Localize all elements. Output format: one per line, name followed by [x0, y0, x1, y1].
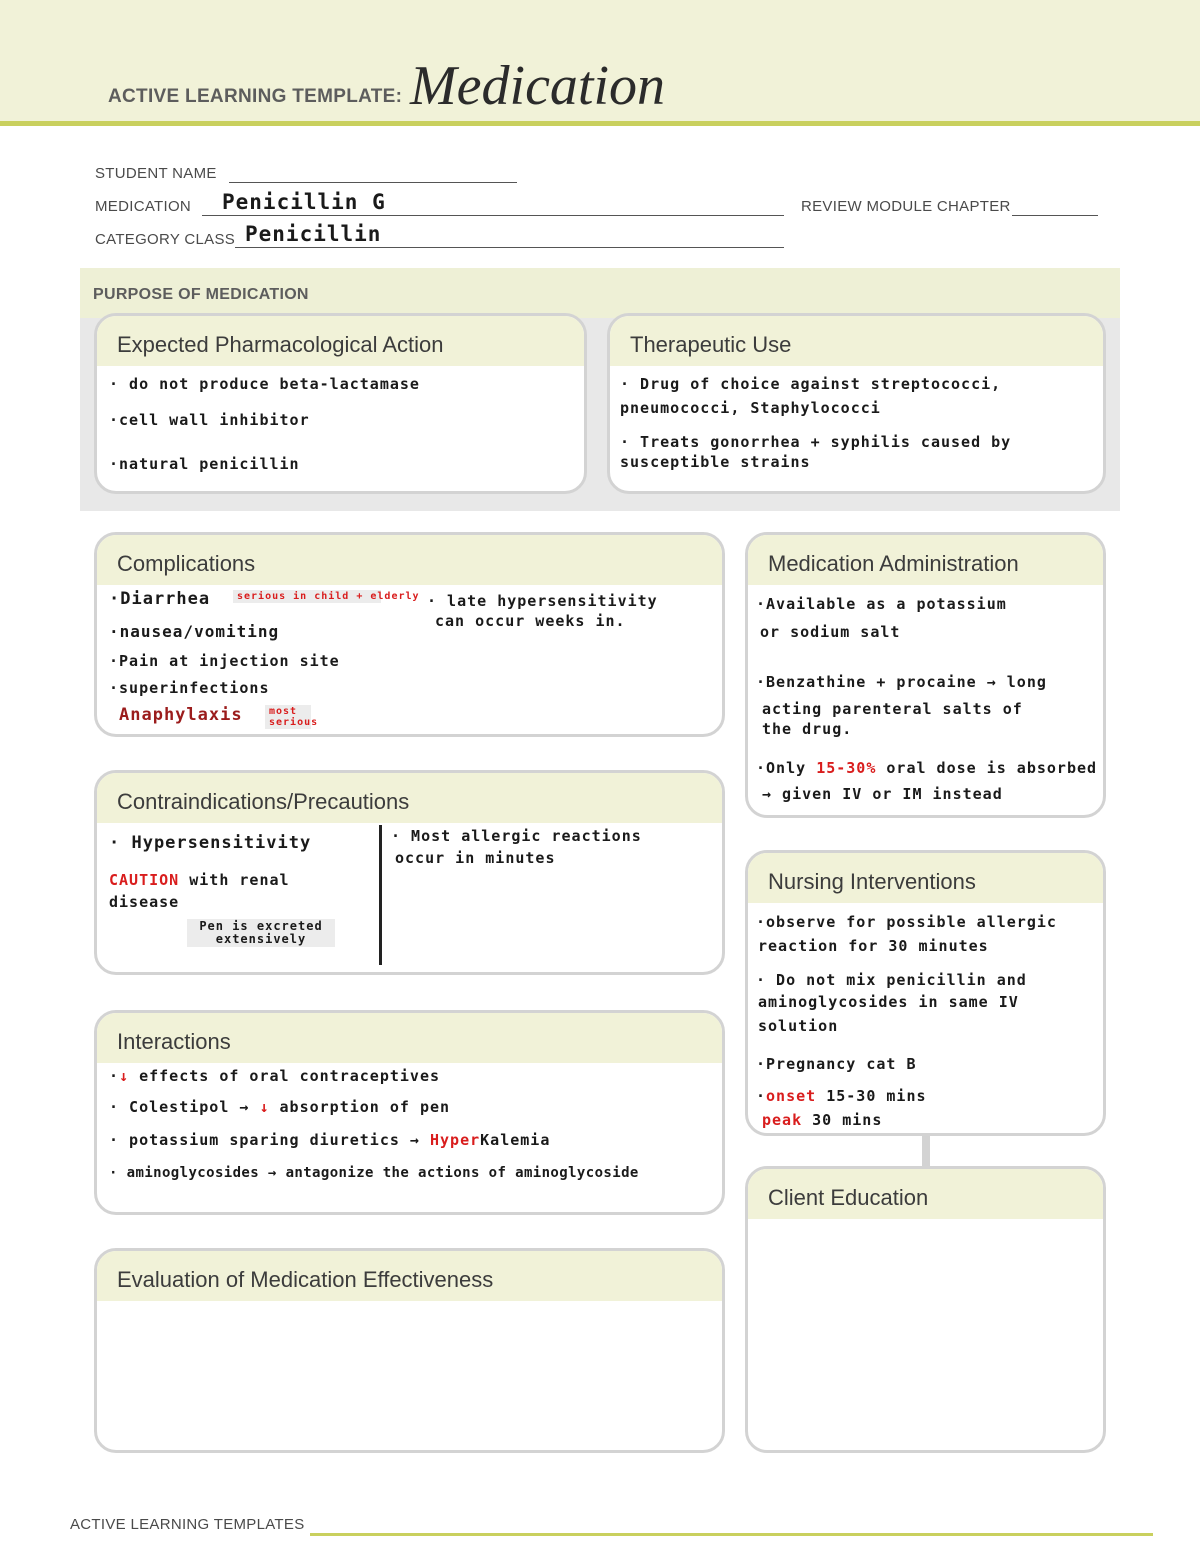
- caution-word: CAUTION: [109, 871, 180, 889]
- administration-text: ·Only: [756, 759, 807, 777]
- category-class-label: CATEGORY CLASS: [95, 231, 236, 248]
- nursing-line: reaction for 30 minutes: [758, 937, 989, 955]
- complication-line: ·Pain at injection site: [109, 652, 340, 670]
- contraindication-line: · Hypersensitivity: [109, 833, 312, 853]
- onset-value: 15-30 mins: [826, 1087, 927, 1105]
- review-module-label: REVIEW MODULE CHAPTER: [801, 198, 1011, 215]
- header-rule: [0, 121, 1200, 126]
- client-education-title: Client Education: [748, 1169, 1103, 1219]
- page-title: Medication: [410, 55, 666, 117]
- client-education-box[interactable]: [745, 1166, 1106, 1453]
- interaction-text: · Colestipol →: [109, 1098, 250, 1116]
- nursing-line: ·observe for possible allergic: [756, 913, 1057, 931]
- nursing-line: aminoglycosides in same IV: [758, 993, 1019, 1011]
- renal-note-line: Pen is excreted: [199, 919, 323, 933]
- contraindication-right-line: · Most allergic reactions: [391, 827, 642, 845]
- administration-line: acting parenteral salts of: [762, 700, 1023, 718]
- category-class-field[interactable]: [235, 247, 784, 248]
- caution-text-cont: disease: [109, 893, 180, 911]
- box-connector: [922, 1134, 930, 1166]
- complication-right-line: can occur weeks in.: [435, 612, 626, 630]
- evaluation-box[interactable]: [94, 1248, 725, 1453]
- therapeutic-use-line: susceptible strains: [620, 453, 811, 471]
- interaction-text: · potassium sparing diuretics →: [109, 1131, 420, 1149]
- onset-line: [756, 1087, 927, 1105]
- expected-action-line: · do not produce beta-lactamase: [109, 375, 420, 393]
- student-name-field[interactable]: [229, 182, 517, 183]
- peak-line: [762, 1111, 882, 1129]
- administration-line: the drug.: [762, 720, 853, 738]
- complication-right-line: · late hypersensitivity: [427, 592, 658, 610]
- complication-line: ·Diarrhea: [109, 589, 211, 609]
- onset-word: onset: [766, 1087, 817, 1105]
- expected-action-line: ·natural penicillin: [109, 455, 300, 473]
- category-class-value: Penicillin: [245, 222, 382, 246]
- hyper-text: Hyper: [430, 1131, 481, 1149]
- footer-label: ACTIVE LEARNING TEMPLATES: [70, 1516, 305, 1533]
- interaction-line: [109, 1067, 440, 1085]
- complications-title: Complications: [97, 535, 722, 585]
- administration-text: oral dose is absorbed: [886, 759, 1098, 777]
- nursing-line: · Do not mix penicillin and: [756, 971, 1027, 989]
- interaction-text: absorption of pen: [279, 1098, 451, 1116]
- interactions-title: Interactions: [97, 1013, 722, 1063]
- bullet: ·: [756, 1087, 767, 1105]
- evaluation-title: Evaluation of Medication Effectiveness: [97, 1251, 722, 1301]
- nursing-line: solution: [758, 1017, 839, 1035]
- purpose-label: PURPOSE OF MEDICATION: [93, 286, 309, 303]
- anaphylaxis-note: most serious: [265, 705, 311, 729]
- interaction-text: Kalemia: [480, 1131, 551, 1149]
- administration-line: ·Available as a potassium: [756, 595, 1007, 613]
- nursing-line: ·Pregnancy cat B: [756, 1055, 917, 1073]
- complication-line: ·nausea/vomiting: [109, 622, 280, 641]
- medication-field[interactable]: [202, 215, 784, 216]
- footer-rule: [310, 1533, 1153, 1536]
- administration-line: [756, 759, 1097, 777]
- complication-line: ·superinfections: [109, 679, 270, 697]
- template-label: ACTIVE LEARNING TEMPLATE:: [108, 86, 403, 107]
- therapeutic-use-title: Therapeutic Use: [610, 316, 1103, 366]
- contraindications-title: Contraindications/Precautions: [97, 773, 722, 823]
- therapeutic-use-line: · Drug of choice against streptococci,: [620, 375, 1002, 393]
- complications-box[interactable]: [94, 532, 725, 737]
- peak-word: peak: [762, 1111, 803, 1129]
- administration-line: → given IV or IM instead: [762, 785, 1003, 803]
- interactions-box[interactable]: [94, 1010, 725, 1215]
- diarrhea-note: serious in child + elderly: [233, 590, 381, 603]
- therapeutic-use-box[interactable]: [607, 313, 1106, 494]
- renal-note-line: extensively: [215, 932, 307, 946]
- review-module-field[interactable]: [1012, 215, 1098, 216]
- therapeutic-use-line: pneumococci, Staphylococci: [620, 399, 881, 417]
- contraindication-right-line: occur in minutes: [395, 849, 556, 867]
- interaction-line: [109, 1098, 450, 1116]
- nursing-box[interactable]: [745, 850, 1106, 1136]
- administration-box[interactable]: [745, 532, 1106, 818]
- therapeutic-use-line: · Treats gonorrhea + syphilis caused by: [620, 433, 1012, 451]
- decrease-arrow: ↓: [119, 1067, 130, 1085]
- peak-value: 30 mins: [812, 1111, 883, 1129]
- administration-line: or sodium salt: [760, 623, 901, 641]
- interaction-text: effects of oral contraceptives: [139, 1067, 441, 1085]
- medication-value: Penicillin G: [222, 190, 386, 214]
- expected-action-line: ·cell wall inhibitor: [109, 411, 310, 429]
- expected-action-box[interactable]: [94, 313, 587, 494]
- expected-action-title: Expected Pharmacological Action: [97, 316, 584, 366]
- interaction-line: [109, 1131, 550, 1149]
- column-divider: [379, 825, 382, 965]
- administration-line: ·Benzathine + procaine → long: [756, 673, 1047, 691]
- renal-note: [187, 919, 335, 947]
- nursing-title: Nursing Interventions: [748, 853, 1103, 903]
- caution-text: with renal: [189, 871, 290, 889]
- decrease-arrow: ↓: [259, 1098, 270, 1116]
- contraindications-box[interactable]: [94, 770, 725, 975]
- student-name-label: STUDENT NAME: [95, 165, 217, 182]
- administration-title: Medication Administration: [748, 535, 1103, 585]
- medication-label: MEDICATION: [95, 198, 192, 215]
- bullet: ·: [109, 1067, 120, 1085]
- absorption-percent: 15-30%: [816, 759, 877, 777]
- interaction-line: · aminoglycosides → antagonize the actions of aminoglycoside: [109, 1165, 639, 1181]
- anaphylaxis-text: Anaphylaxis: [119, 705, 243, 725]
